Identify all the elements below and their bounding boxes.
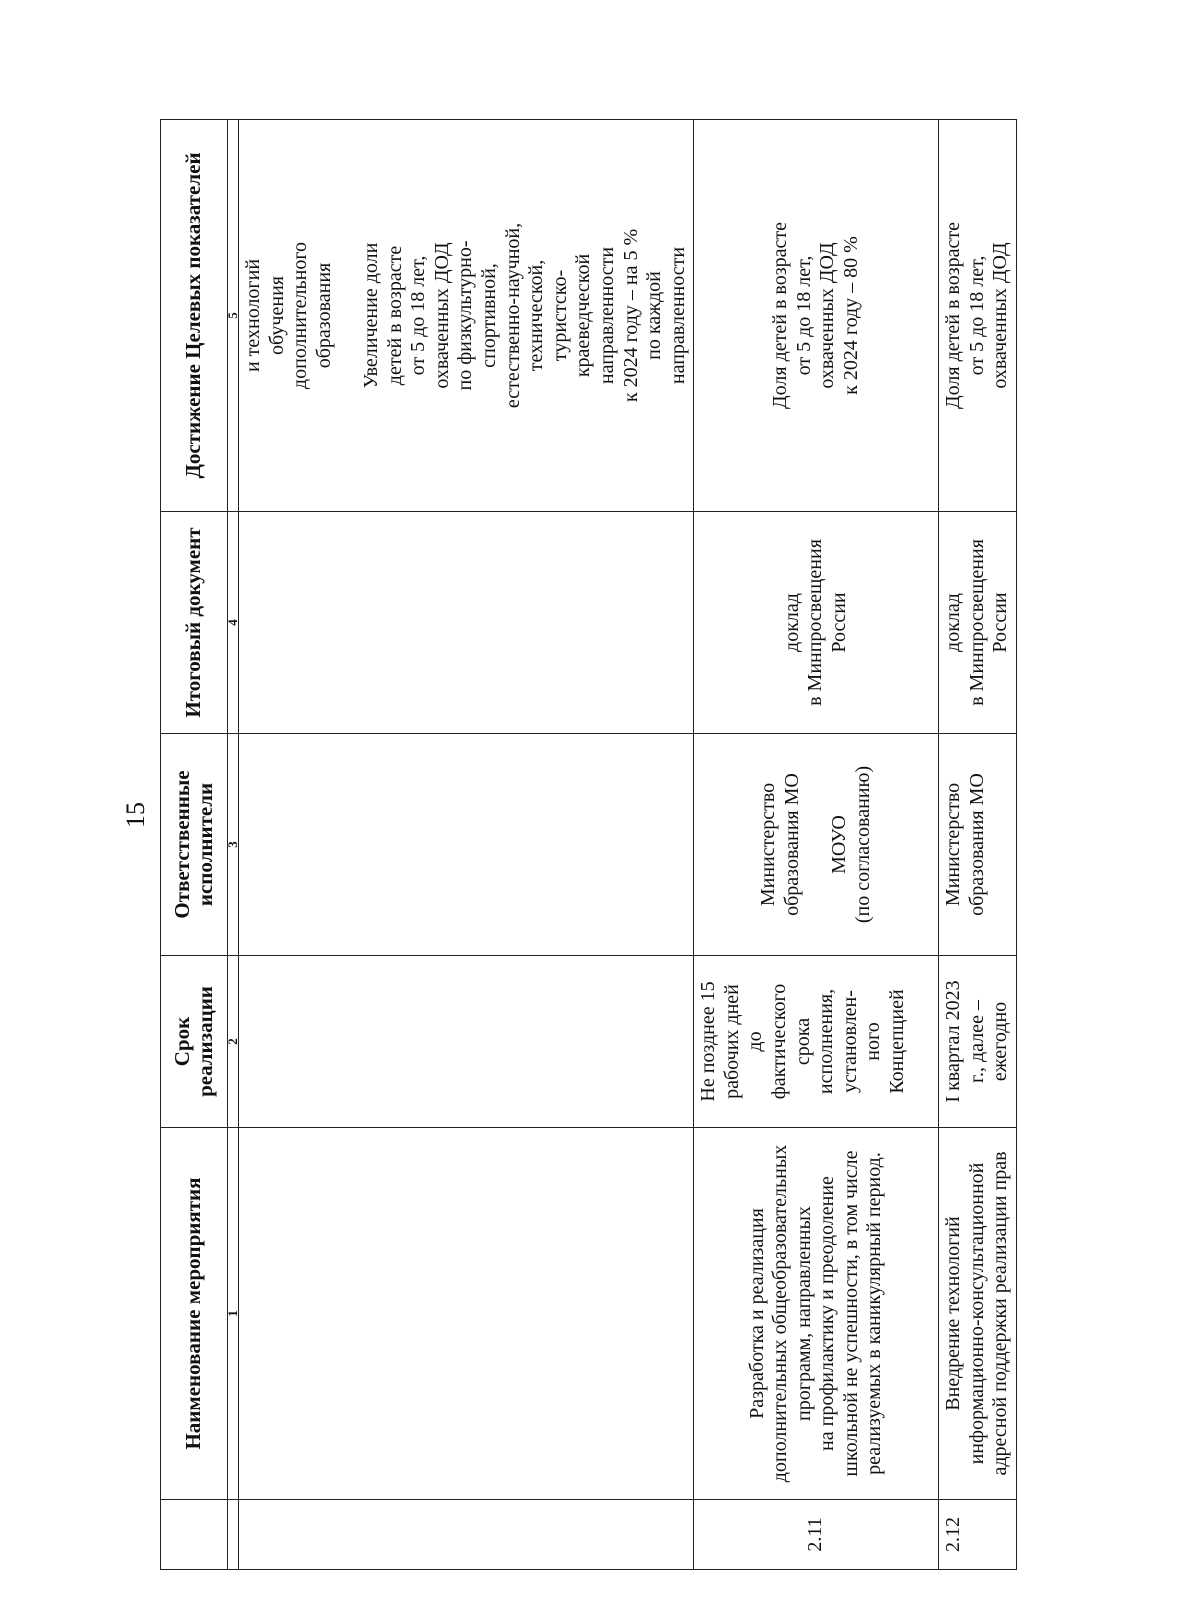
column-number: 1 [228,1128,239,1500]
header-row [161,120,228,1570]
cell-indicators: Доля детей в возрасте от 5 до 18 лет, охваченных ДОД к 2024 году – 80 % [694,120,939,512]
column-number: 5 [228,120,239,512]
header-no [161,1500,228,1570]
events-table [160,119,1017,1570]
header-term: Срок реализации [161,956,228,1128]
cell-name: Разработка и реализация дополнительных общеобразовательных программ, направленных на профилактику и преодоление школьной не успешности, в том числе реализуемых в каникулярный период. [694,1128,939,1500]
cell-responsible: Министерство образования МО [939,734,1017,956]
cell-responsible: Министерство образования МО МОУО (по согласованию) [694,734,939,956]
column-number: 3 [228,734,239,956]
cell-no [239,1500,694,1570]
cell-indicators: и технологий обучения дополнительного образования Увеличение доли детей в возрасте от 5 до 18 лет, охваченных ДОД по физкультурно- спортивной, естественно-научной, технической, туристско- краеведческой направленности к 2024 году – на 5 % по каждой направленности [239,120,694,512]
table-row [939,120,1017,1570]
cell-document: доклад в Минпросвещения России [694,512,939,734]
cell-name: Внедрение технологий информационно-консультационной адресной поддержки реализации прав [939,1128,1017,1500]
rotated-table-wrapper [160,120,1010,1570]
cell-term [239,956,694,1128]
table-body [239,120,1017,1570]
cell-document [239,512,694,734]
table-header [161,120,239,1570]
page-number: 15 [121,802,150,828]
cell-no: 2.11 [694,1500,939,1570]
table-row [239,120,694,1570]
cell-responsible [239,734,694,956]
header-indicators: Достижение Целевых показателей [161,120,228,512]
header-document: Итоговый документ [161,512,228,734]
column-number: 2 [228,956,239,1128]
cell-term: Не позднее 15 рабочих дней до фактического срока исполнения, установлен- ного Концепцией [694,956,939,1128]
column-number-row [228,120,239,1570]
cell-document: доклад в Минпросвещения России [939,512,1017,734]
table-row [694,120,939,1570]
header-responsible: Ответственные исполнители [161,734,228,956]
cell-no: 2.12 [939,1500,1017,1570]
header-name: Наименование мероприятия [161,1128,228,1500]
cell-term: I квартал 2023 г., далее – ежегодно [939,956,1017,1128]
cell-indicators: Доля детей в возрасте от 5 до 18 лет, охваченных ДОД [939,120,1017,512]
cell-name [239,1128,694,1500]
column-number [228,1500,239,1570]
column-number: 4 [228,512,239,734]
